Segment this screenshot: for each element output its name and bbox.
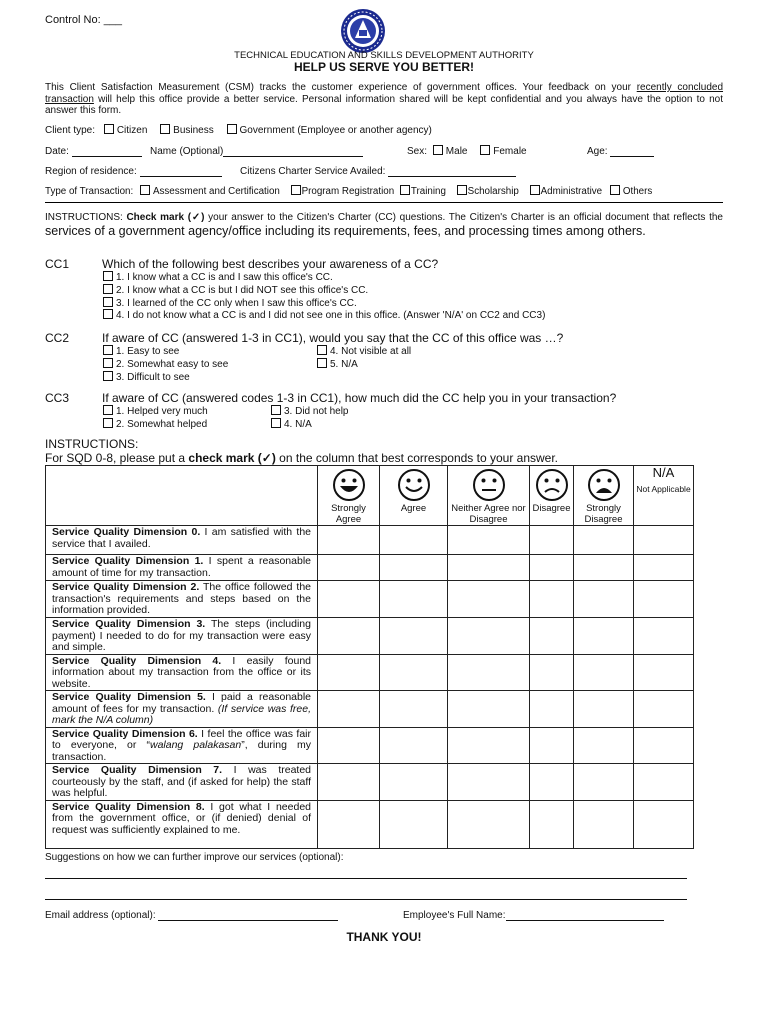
checkbox-icon[interactable]	[610, 185, 620, 195]
suggestions-label: Suggestions on how we can further improve our services (optional):	[45, 852, 344, 863]
sqd-title: Service Quality Dimension 4.	[52, 654, 222, 667]
sqd-question	[46, 654, 318, 691]
sqd-title: Service Quality Dimension 2.	[52, 581, 200, 593]
transaction-option[interactable]	[140, 186, 280, 197]
checkbox-icon[interactable]	[103, 297, 113, 307]
rating-cell[interactable]	[634, 555, 694, 581]
rating-cell[interactable]	[380, 618, 448, 655]
transaction-option[interactable]	[291, 186, 395, 197]
option-label: 4. Not visible at all	[330, 346, 412, 357]
sqd-title: Service Quality Dimension 3.	[52, 618, 206, 630]
very-happy-face-icon	[330, 469, 368, 501]
sqd-question	[46, 526, 318, 555]
sqd-rating-table	[45, 465, 694, 849]
neutral-face-icon	[470, 469, 508, 501]
cc1-question: Which of the following best describes your awareness of a CC?	[102, 257, 439, 271]
option-label: 3. Did not help	[284, 406, 349, 417]
table-header-row	[46, 466, 694, 526]
checkbox-icon[interactable]	[457, 185, 467, 195]
option-label: 2. Somewhat helped	[116, 419, 208, 430]
cc1-option[interactable]	[103, 271, 333, 283]
employee-label: Employee's Full Name:	[403, 910, 506, 921]
transaction-label: Type of Transaction:	[45, 186, 134, 197]
checkbox-icon[interactable]	[103, 418, 113, 428]
rating-cell[interactable]	[634, 581, 694, 618]
instructions-text-large: services of a government agency/office including its requirements, fees, and processing times among others.	[45, 224, 646, 238]
rating-cell[interactable]	[318, 764, 380, 801]
cc2-question: If aware of CC (answered 1-3 in CC1), would you say that the CC of this office was …?	[102, 331, 564, 345]
client-type-option[interactable]	[227, 125, 432, 136]
scale-label: Strongly Agree	[331, 503, 366, 525]
option-label: Government (Employee or another agency)	[239, 125, 432, 136]
option-label: 5. N/A	[330, 359, 358, 370]
rating-cell[interactable]	[530, 526, 574, 555]
client-type-row	[45, 124, 432, 136]
table-row	[46, 581, 694, 618]
checkbox-icon[interactable]	[103, 405, 113, 415]
rating-cell[interactable]	[530, 764, 574, 801]
rating-cell[interactable]	[574, 654, 634, 691]
sqd-question	[46, 618, 318, 655]
rating-cell[interactable]	[448, 581, 530, 618]
rating-cell[interactable]	[448, 727, 530, 764]
rating-cell[interactable]	[634, 618, 694, 655]
intro-paragraph	[45, 82, 723, 117]
option-label: Others	[622, 186, 653, 197]
table-row	[46, 618, 694, 655]
checkbox-icon[interactable]	[227, 124, 237, 134]
rating-cell[interactable]	[448, 800, 530, 848]
very-sad-face-icon	[585, 469, 623, 501]
client-type-label: Client type:	[45, 125, 96, 136]
transaction-option[interactable]	[457, 186, 519, 197]
instructions-checkmark: Check mark (✓)	[126, 212, 205, 223]
name-field-group	[150, 145, 363, 157]
rating-cell[interactable]	[380, 581, 448, 618]
rating-cell[interactable]	[448, 618, 530, 655]
transaction-type-row	[45, 185, 652, 197]
rating-cell[interactable]	[380, 800, 448, 848]
rating-cell[interactable]	[574, 764, 634, 801]
na-title: N/A	[652, 465, 675, 480]
cc2-option[interactable]	[317, 358, 358, 370]
sex-field-group	[407, 145, 527, 157]
control-number: Control No: ___	[45, 14, 123, 26]
cc3-option[interactable]	[103, 405, 208, 417]
cc2-option[interactable]	[103, 358, 228, 370]
scale-label: Neither Agree nor Disagree	[451, 503, 526, 525]
name-field[interactable]	[223, 145, 363, 157]
option-label: 4. N/A	[284, 419, 312, 430]
na-subtitle: Not Applicable	[636, 484, 691, 494]
checkbox-icon[interactable]	[400, 185, 410, 195]
option-label: 3. I learned of the CC only when I saw this office's CC.	[116, 298, 357, 309]
rating-cell[interactable]	[380, 555, 448, 581]
rating-cell[interactable]	[574, 800, 634, 848]
sqd-text: The steps (including payment) I needed to do for my transaction were easy and simple.	[52, 618, 311, 653]
cc3-question: If aware of CC (answered codes 1-3 in CC1), how much did the CC help you in your transaction?	[102, 391, 617, 405]
rating-cell[interactable]	[318, 526, 380, 555]
cc2-code: CC2	[45, 331, 70, 345]
cc1-code: CC1	[45, 257, 70, 271]
sqd-question	[46, 581, 318, 618]
checkbox-icon[interactable]	[103, 358, 113, 368]
rating-cell[interactable]	[318, 618, 380, 655]
cc1-option[interactable]	[103, 309, 545, 321]
table-row	[46, 526, 694, 555]
region-field[interactable]	[140, 165, 222, 177]
rating-cell[interactable]	[634, 800, 694, 848]
thank-you-text: THANK YOU!	[346, 930, 422, 944]
rating-cell[interactable]	[448, 555, 530, 581]
table-row	[46, 764, 694, 801]
checkbox-icon[interactable]	[433, 145, 443, 155]
sqd-question	[46, 800, 318, 848]
checkbox-icon[interactable]	[140, 185, 150, 195]
divider	[45, 202, 723, 203]
cc3-option[interactable]	[103, 418, 207, 430]
rating-cell[interactable]	[318, 581, 380, 618]
sqd-text: I feel the office was fair to everyone, or “	[52, 727, 311, 751]
option-label: Assessment and Certification	[152, 186, 280, 197]
option-label: 1. Helped very much	[116, 406, 208, 417]
rating-cell[interactable]	[318, 555, 380, 581]
option-label: Scholarship	[467, 186, 519, 197]
option-label: Training	[410, 186, 446, 197]
rating-cell[interactable]	[530, 555, 574, 581]
table-row	[46, 691, 694, 728]
cc2-option[interactable]	[317, 345, 411, 357]
option-label: Program Registration	[301, 186, 395, 197]
rating-cell[interactable]	[380, 764, 448, 801]
sad-face-icon	[533, 469, 571, 501]
rating-cell[interactable]	[380, 654, 448, 691]
option-label: 2. Somewhat easy to see	[116, 359, 229, 370]
rating-cell[interactable]	[318, 727, 380, 764]
rating-cell[interactable]	[530, 581, 574, 618]
sqd-title: Service Quality Dimension 1.	[52, 555, 204, 567]
transaction-option[interactable]	[610, 186, 652, 197]
option-label: Citizen	[116, 125, 148, 136]
rating-cell[interactable]	[530, 800, 574, 848]
header-strongly-agree	[318, 466, 380, 526]
service-field-group	[240, 165, 516, 177]
age-label: Age:	[587, 146, 608, 157]
sqd-question	[46, 691, 318, 728]
header-not-applicable	[634, 466, 694, 526]
sqd-text: I spent a reasonable amount of time for my transaction.	[52, 555, 312, 579]
rating-cell[interactable]	[530, 618, 574, 655]
option-label: 4. I do not know what a CC is and I did not see one in this office. (Answer 'N/A' on CC2 and CC3)	[116, 310, 546, 321]
service-field[interactable]	[388, 165, 516, 177]
option-label: 1. I know what a CC is and I saw this office's CC.	[116, 272, 333, 283]
intro-text: This Client Satisfaction Measurement (CSM) tracks the customer experience of government offices. Your feedback on your	[45, 82, 637, 93]
rating-cell[interactable]	[530, 654, 574, 691]
sqd-title: Service Quality Dimension 5.	[52, 691, 206, 703]
scale-label: Disagree	[532, 503, 571, 514]
instructions-text-end: on the column that best corresponds to your answer.	[275, 451, 559, 465]
checkbox-icon[interactable]	[103, 371, 113, 381]
checkbox-icon[interactable]	[104, 124, 114, 134]
sqd-italic-phrase: walang palakasan	[149, 739, 242, 751]
region-field-group	[45, 165, 222, 177]
option-label: 2. I know what a CC is but I did NOT see this office's CC.	[116, 285, 369, 296]
checkbox-icon[interactable]	[103, 345, 113, 355]
cc3-code: CC3	[45, 391, 70, 405]
checkbox-icon[interactable]	[271, 405, 281, 415]
sqd-text: I am satisfied with the service that I availed.	[52, 526, 311, 550]
suggestions-line[interactable]	[45, 899, 687, 900]
sqd-title: Service Quality Dimension 0.	[52, 526, 201, 538]
date-field-group	[45, 145, 142, 157]
header-blank-cell	[46, 466, 318, 526]
option-label: 1. Easy to see	[116, 346, 180, 357]
email-field-group	[45, 909, 338, 921]
checkbox-icon[interactable]	[160, 124, 170, 134]
age-field[interactable]	[610, 145, 654, 157]
rating-cell[interactable]	[574, 691, 634, 728]
header-strongly-disagree	[574, 466, 634, 526]
option-label: 3. Difficult to see	[116, 372, 190, 383]
client-type-option[interactable]	[160, 125, 214, 136]
option-label: Business	[173, 125, 214, 136]
instructions-prefix: INSTRUCTIONS:	[45, 212, 127, 223]
rating-cell[interactable]	[448, 691, 530, 728]
intro-text-end: will help this office provide a better service. Personal information shared will be kept confidential and you always have the option to not answer this form.	[45, 93, 723, 116]
table-row	[46, 800, 694, 848]
checkbox-icon[interactable]	[103, 309, 113, 319]
table-row	[46, 727, 694, 764]
rating-cell[interactable]	[574, 526, 634, 555]
rating-cell[interactable]	[380, 691, 448, 728]
checkbox-icon[interactable]	[480, 145, 490, 155]
checkbox-icon[interactable]	[317, 345, 327, 355]
rating-cell[interactable]	[574, 727, 634, 764]
sex-label: Sex:	[407, 146, 428, 157]
sqd-question	[46, 555, 318, 581]
checkbox-icon[interactable]	[271, 418, 281, 428]
sqd-title: Service Quality Dimension 6.	[52, 727, 198, 740]
transaction-option[interactable]	[400, 186, 446, 197]
scale-label: Strongly Disagree	[584, 503, 623, 525]
table-row	[46, 654, 694, 691]
rating-cell[interactable]	[318, 691, 380, 728]
cc3-option[interactable]	[271, 418, 312, 430]
client-type-option[interactable]	[104, 125, 148, 136]
email-label: Email address (optional):	[45, 910, 156, 921]
sqd-instructions	[45, 451, 558, 465]
rating-cell[interactable]	[448, 764, 530, 801]
cc-instructions	[45, 209, 723, 238]
header-disagree	[530, 466, 574, 526]
rating-cell[interactable]	[448, 654, 530, 691]
rating-cell[interactable]	[634, 691, 694, 728]
happy-face-icon	[395, 469, 433, 501]
rating-cell[interactable]	[574, 555, 634, 581]
rating-cell[interactable]	[380, 727, 448, 764]
sqd-title: Service Quality Dimension 7.	[52, 764, 223, 776]
rating-cell[interactable]	[574, 618, 634, 655]
region-label: Region of residence:	[45, 166, 137, 177]
header-agree	[380, 466, 448, 526]
checkbox-icon[interactable]	[103, 271, 113, 281]
form-title: HELP US SERVE YOU BETTER!	[293, 60, 475, 74]
rating-cell[interactable]	[634, 526, 694, 555]
checkbox-icon[interactable]	[103, 284, 113, 294]
cc1-option[interactable]	[103, 284, 368, 296]
header-neither	[448, 466, 530, 526]
suggestions-line[interactable]	[45, 878, 687, 879]
rating-cell[interactable]	[634, 764, 694, 801]
rating-cell[interactable]	[634, 654, 694, 691]
sqd-text: I was treated courteously by the staff, and (if asked for help) the staff was helpful.	[52, 764, 312, 799]
sqd-text: I got what I needed from the government office, or (if denied) denial of request was sufficiently explained to me.	[52, 800, 311, 836]
rating-cell[interactable]	[530, 727, 574, 764]
rating-cell[interactable]	[318, 654, 380, 691]
age-field-group	[587, 145, 654, 157]
checkbox-icon[interactable]	[317, 358, 327, 368]
tesda-logo	[340, 8, 386, 54]
agency-name: TECHNICAL EDUCATION AND SKILLS DEVELOPMENT AUTHORITY	[234, 50, 534, 61]
service-label: Citizens Charter Service Availed:	[240, 166, 386, 177]
rating-cell[interactable]	[634, 727, 694, 764]
date-label: Date:	[45, 146, 69, 157]
instructions-checkmark: check mark (✓)	[188, 451, 276, 465]
transaction-option[interactable]	[530, 186, 603, 197]
sqd-text: I paid a reasonable amount of fees for my transaction.	[52, 691, 312, 715]
instructions-text: your answer to the Citizen's Charter (CC) questions. The Citizen's Charter is an official document that reflects the	[204, 212, 723, 223]
sqd-title: Service Quality Dimension 8.	[52, 800, 205, 813]
rating-cell[interactable]	[318, 800, 380, 848]
scale-label: Agree	[400, 503, 427, 514]
cc2-option[interactable]	[103, 371, 190, 383]
instructions-text: For SQD 0-8, please put a	[45, 451, 189, 465]
sex-option-label: Female	[493, 146, 527, 157]
rating-cell[interactable]	[574, 581, 634, 618]
sqd-question	[46, 764, 318, 801]
checkbox-icon[interactable]	[291, 185, 301, 195]
sqd-instructions-title: INSTRUCTIONS:	[45, 437, 139, 451]
rating-cell[interactable]	[448, 526, 530, 555]
employee-field-group	[403, 909, 664, 921]
rating-cell[interactable]	[530, 691, 574, 728]
rating-cell[interactable]	[380, 526, 448, 555]
sqd-text-end: ”, during my transaction.	[52, 739, 312, 763]
sqd-text: I easily found information about my transaction from the office or its website.	[52, 654, 311, 690]
intro-underlined-text: recently concluded transaction	[45, 82, 724, 105]
cc2-option[interactable]	[103, 345, 179, 357]
date-field[interactable]	[72, 145, 142, 157]
employee-name-field[interactable]	[506, 909, 664, 921]
checkbox-icon[interactable]	[530, 185, 540, 195]
table-row	[46, 555, 694, 581]
sqd-text: The office followed the transaction's requirements and steps based on the information provided.	[52, 581, 311, 616]
name-label: Name (Optional)	[150, 146, 224, 157]
cc1-option[interactable]	[103, 297, 357, 309]
sex-option-label: Male	[445, 146, 468, 157]
cc3-option[interactable]	[271, 405, 349, 417]
email-field[interactable]	[158, 909, 338, 921]
option-label: Administrative	[540, 186, 603, 197]
sqd-note: (If service was free, mark the N/A column)	[52, 702, 311, 726]
sqd-question	[46, 727, 318, 764]
